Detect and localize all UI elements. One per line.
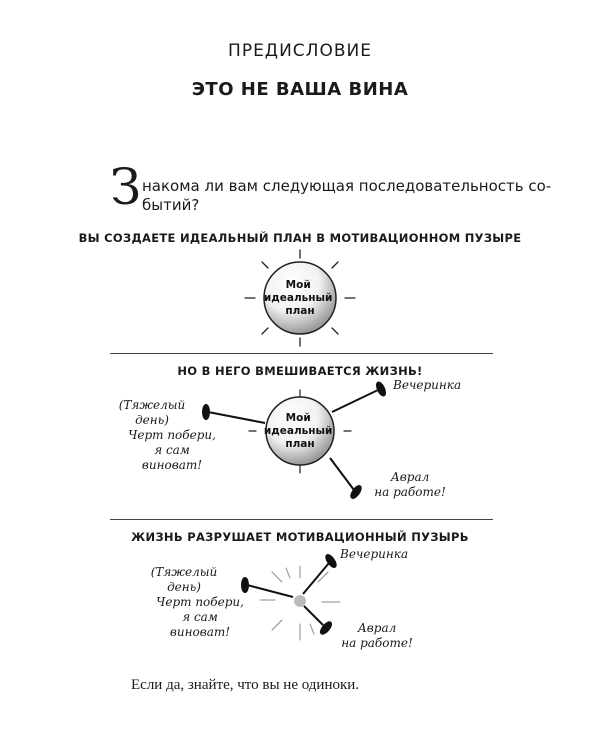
panel2-bubble-line2: идеальный [263, 425, 333, 437]
panel3-left-note [140, 565, 260, 640]
panel2-bottom-right-line1: Аврал [390, 470, 430, 484]
panel2-bubble-line3: план [285, 438, 315, 450]
panel3-bottom-right-note [332, 621, 422, 651]
panel3-heading: ЖИЗНЬ РАЗРУШАЕТ МОТИВАЦИОННЫЙ ПУЗЫРЬ [131, 530, 469, 544]
panel2-left-note-line3: Черт побери, [128, 428, 216, 442]
panel1-bubble [245, 250, 355, 346]
panel2-top-right-note: Вечеринка [393, 378, 462, 392]
panel3-left-note-line4: я сам [182, 610, 218, 624]
panel2-bottom-right-line2: на работе! [374, 485, 446, 499]
panel2-bottom-right-note [365, 470, 455, 500]
panel3-bottom-right-line1: Аврал [357, 621, 397, 635]
panel2-left-note-line2: день) [135, 413, 169, 427]
preface-label: ПРЕДИСЛОВИЕ [228, 41, 372, 61]
panel3-left-note-line5: виноват! [169, 625, 231, 639]
panel1-heading: ВЫ СОЗДАЕТЕ ИДЕАЛЬНЫЙ ПЛАН В МОТИВАЦИОННОМ ПУЗЫРЕ [78, 231, 522, 245]
panel2-heading: НО В НЕГО ВМЕШИВАЕТСЯ ЖИЗНЬ! [177, 364, 423, 378]
panel3-left-note-line2: день) [167, 580, 201, 594]
panel2-left-note-line1: (Тяжелый [118, 398, 186, 412]
panel2-bubble-line1: Мой [285, 412, 311, 424]
panel2-left-note-line5: виноват! [141, 458, 203, 472]
panel3-left-note-line1: (Тяжелый [150, 565, 218, 579]
closing-sentence: Если да, знайте, что вы не одиноки. [131, 677, 360, 693]
panel2-left-note [112, 398, 232, 473]
intro-line-1: накома ли вам следующая последовательность со- [142, 177, 552, 195]
panel1-bubble-line2: идеальный [263, 292, 333, 304]
panel3-bottom-right-line2: на работе! [341, 636, 413, 650]
panel1-bubble-line1: Мой [285, 279, 311, 291]
panel1-bubble-line3: план [285, 305, 315, 317]
panel3-left-note-line3: Черт побери, [156, 595, 244, 609]
intro-line-2: бытий? [142, 196, 200, 214]
panel2-left-note-line4: я сам [154, 443, 190, 457]
chapter-title: ЭТО НЕ ВАША ВИНА [191, 79, 409, 100]
panel3-top-right-note: Вечеринка [340, 547, 409, 561]
drop-cap: З [110, 158, 142, 216]
